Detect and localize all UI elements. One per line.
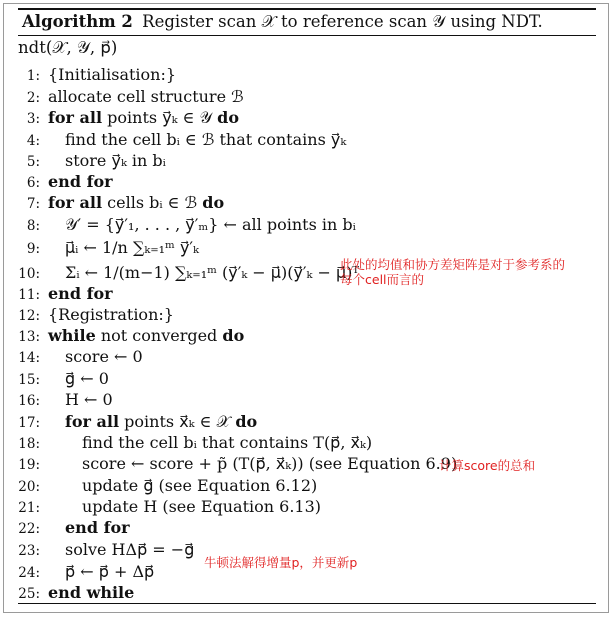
algorithm-line bbox=[18, 347, 143, 368]
line-number: 1: bbox=[26, 68, 40, 84]
line-number: 21: bbox=[18, 500, 40, 516]
line-content bbox=[48, 518, 130, 537]
algorithm-line bbox=[18, 497, 321, 518]
statement-text: allocate cell structure ℬ bbox=[48, 87, 244, 106]
line-number: 11: bbox=[18, 287, 40, 303]
statement-text: score ← 0 bbox=[65, 347, 143, 366]
line-content bbox=[48, 562, 154, 581]
line-number: 24: bbox=[18, 565, 40, 581]
statement-text: μ⃗ᵢ ← 1/n ∑ₖ₌₁ᵐ y⃗′ₖ bbox=[65, 238, 199, 257]
statement-text: score ← score + p̃ (T(p⃗, x⃗ₖ)) (see Equation 6.9) bbox=[82, 454, 458, 473]
keyword: end while bbox=[48, 583, 135, 602]
statement-text: update H (see Equation 6.13) bbox=[82, 497, 322, 516]
line-content bbox=[48, 193, 224, 212]
line-content bbox=[48, 238, 199, 257]
line-number: 8: bbox=[26, 218, 40, 234]
line-number: 13: bbox=[18, 329, 40, 345]
line-content bbox=[48, 433, 372, 452]
statement-text: not converged bbox=[95, 326, 223, 345]
line-content bbox=[48, 215, 356, 234]
line-content bbox=[48, 540, 194, 559]
bottom-rule bbox=[18, 603, 596, 604]
line-content bbox=[48, 284, 113, 303]
algorithm-line bbox=[18, 454, 457, 475]
annotation-mean-cov-line1: 此处的均值和协方差矩阵是对于参考系的 bbox=[340, 257, 566, 272]
line-content bbox=[48, 412, 257, 431]
line-content bbox=[48, 172, 113, 191]
line-number: 12: bbox=[18, 308, 40, 324]
line-content bbox=[48, 326, 244, 345]
statement-text: cells bᵢ ∈ ℬ bbox=[102, 193, 203, 212]
statement-text: p⃗ ← p⃗ + Δp⃗ bbox=[65, 562, 155, 581]
function-signature: ndt(𝒳, 𝒴, p⃗) bbox=[18, 38, 118, 57]
keyword: do bbox=[202, 193, 225, 212]
annotation-mean-cov bbox=[340, 257, 565, 287]
statement-text: 𝒴′ = {y⃗′₁, . . . , y⃗′ₘ} ← all points in bᵢ bbox=[65, 215, 356, 234]
keyword: do bbox=[217, 108, 239, 127]
line-content bbox=[48, 263, 359, 282]
keyword: do bbox=[222, 326, 245, 345]
keyword: for all bbox=[65, 412, 120, 431]
line-number: 5: bbox=[26, 154, 40, 170]
algorithm-line bbox=[18, 284, 113, 305]
line-number: 15: bbox=[18, 372, 40, 388]
algorithm-line bbox=[18, 369, 109, 390]
algorithm-line bbox=[18, 433, 372, 454]
keyword: for all bbox=[48, 193, 103, 212]
line-number: 3: bbox=[26, 111, 40, 127]
statement-text: solve HΔp⃗ = −g⃗ bbox=[65, 540, 195, 559]
line-content bbox=[48, 476, 317, 495]
keyword: end for bbox=[65, 518, 130, 537]
statement-text: find the cell bᵢ that contains T(p⃗, x⃗ₖ) bbox=[82, 433, 373, 452]
keyword: end for bbox=[48, 284, 113, 303]
line-content bbox=[48, 583, 134, 602]
algorithm-title: Register scan 𝒳 to reference scan 𝒴 using NDT. bbox=[142, 12, 543, 31]
line-content bbox=[48, 87, 244, 106]
line-number: 10: bbox=[18, 266, 40, 282]
caption-rule bbox=[18, 35, 596, 36]
algorithm-line bbox=[18, 390, 113, 411]
top-rule bbox=[18, 8, 596, 10]
keyword: while bbox=[48, 326, 96, 345]
algorithm-line bbox=[18, 583, 134, 604]
line-content bbox=[48, 305, 174, 324]
line-content bbox=[48, 390, 113, 409]
algorithm-line bbox=[18, 172, 113, 193]
line-content bbox=[48, 151, 166, 170]
line-content bbox=[48, 347, 143, 366]
algorithm-line bbox=[18, 562, 154, 583]
statement-text: points x⃗ₖ ∈ 𝒳 bbox=[119, 412, 236, 431]
line-number: 19: bbox=[18, 457, 40, 473]
algorithm-line bbox=[18, 87, 244, 108]
line-number: 14: bbox=[18, 350, 40, 366]
line-content bbox=[48, 108, 239, 127]
line-content bbox=[48, 497, 321, 516]
line-number: 6: bbox=[26, 175, 40, 191]
line-number: 20: bbox=[18, 479, 40, 495]
statement-text: update g⃗ (see Equation 6.12) bbox=[82, 476, 318, 495]
statement-text: find the cell bᵢ ∈ ℬ that contains y⃗ₖ bbox=[65, 130, 347, 149]
line-number: 22: bbox=[18, 521, 40, 537]
line-number: 9: bbox=[26, 241, 40, 257]
line-number: 23: bbox=[18, 543, 40, 559]
algorithm-label: Algorithm 2 bbox=[22, 12, 133, 31]
line-number: 17: bbox=[18, 415, 40, 431]
algorithm-line bbox=[18, 263, 359, 284]
line-number: 16: bbox=[18, 393, 40, 409]
algorithm-line bbox=[18, 65, 176, 86]
algorithm-line bbox=[18, 238, 199, 259]
algorithm-line bbox=[18, 193, 224, 214]
statement-text: {Registration:} bbox=[48, 305, 174, 324]
line-content bbox=[48, 454, 457, 473]
algorithm-line bbox=[18, 540, 194, 561]
keyword: do bbox=[235, 412, 258, 431]
statement-text: points y⃗ₖ ∈ 𝒴 bbox=[102, 108, 218, 127]
line-content bbox=[48, 130, 346, 149]
algorithm-line bbox=[18, 412, 257, 433]
keyword: end for bbox=[48, 172, 113, 191]
annotation-newton: 牛顿法解得增量p，并更新p bbox=[204, 555, 358, 570]
algorithm-line bbox=[18, 215, 356, 236]
algorithm-line bbox=[18, 305, 174, 326]
algorithm-caption bbox=[22, 12, 543, 32]
line-number: 25: bbox=[18, 586, 40, 602]
annotation-score-sum: 计算score的总和 bbox=[439, 458, 536, 473]
algorithm-line bbox=[18, 326, 244, 347]
line-content bbox=[48, 65, 176, 84]
algorithm-line bbox=[18, 130, 346, 151]
algorithm-line bbox=[18, 108, 239, 129]
statement-text: Σᵢ ← 1/(m−1) ∑ₖ₌₁ᵐ (y⃗′ₖ − μ⃗)(y⃗′ₖ − μ⃗)ᵀ bbox=[65, 263, 360, 282]
statement-text: g⃗ ← 0 bbox=[65, 369, 109, 388]
line-number: 18: bbox=[18, 436, 40, 452]
algorithm-line bbox=[18, 476, 317, 497]
line-number: 4: bbox=[26, 133, 40, 149]
annotation-mean-cov-line2: 每个cell而言的 bbox=[340, 272, 425, 287]
line-content bbox=[48, 369, 109, 388]
keyword: for all bbox=[48, 108, 103, 127]
statement-text: store y⃗ₖ in bᵢ bbox=[65, 151, 166, 170]
algorithm-line bbox=[18, 151, 166, 172]
line-number: 2: bbox=[26, 90, 40, 106]
line-number: 7: bbox=[26, 196, 40, 212]
algorithm-line bbox=[18, 518, 130, 539]
statement-text: {Initialisation:} bbox=[48, 65, 177, 84]
statement-text: H ← 0 bbox=[65, 390, 113, 409]
